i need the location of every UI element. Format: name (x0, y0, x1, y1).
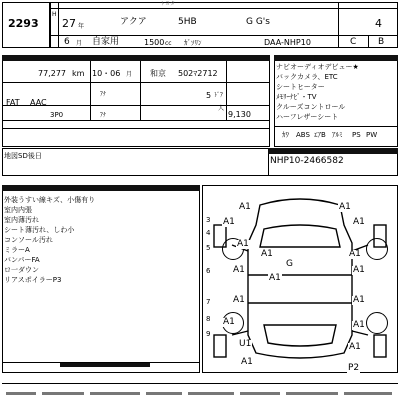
equipment-3: ｴｱB (314, 131, 326, 139)
body-type: 5HB (178, 17, 197, 27)
equipment-4: ｱﾙﾐ (332, 131, 343, 139)
note-5: コンソール汚れ (4, 236, 53, 244)
auction-score: 4 (375, 17, 382, 30)
color-code: 3P0 (50, 111, 64, 119)
damage-mirror: A1 (261, 249, 273, 259)
specs-header-bar (2, 55, 270, 61)
tick-4: 4 (206, 229, 211, 237)
note-6: ミラーA (4, 246, 30, 254)
sales-point-5: クルーズコントロール (276, 103, 346, 111)
damage-lower-right: A1 (353, 320, 365, 330)
note-8: ロ一ダウン (4, 266, 39, 274)
tick-3: 3 (206, 216, 211, 224)
tick-8: 8 (206, 315, 211, 323)
grade: G G's (246, 17, 270, 27)
remarks: 地図SD後日 (4, 152, 42, 160)
equipment-2: ABS (296, 131, 310, 139)
wheel-rear-right (366, 312, 388, 334)
footer-legend (2, 385, 398, 397)
model-code: DAA-NHP10 (264, 38, 311, 47)
model-name: アクア (120, 17, 147, 27)
sales-header-bar (274, 55, 398, 61)
tick-7: 7 (206, 298, 211, 306)
notes-header-bar (2, 185, 200, 191)
lot-number: 2293 (8, 17, 39, 30)
damage-side-right-2: A1 (353, 295, 365, 305)
damage-side-left-1: A1 (237, 239, 249, 249)
note-9: リアスポイラーP3 (4, 276, 62, 284)
mileage-unit: km (72, 69, 85, 78)
year: 27 (62, 17, 76, 30)
sales-point-2: バックカメラ、ETC (276, 73, 338, 81)
note-4: シート薄汚れ、しわ小 (4, 226, 75, 234)
month: 6 (64, 37, 70, 47)
aircon: AAC (30, 98, 47, 107)
displacement-unit: cc (165, 40, 172, 47)
equipment-5: PS (352, 131, 361, 139)
color-seats: ｱﾅ (100, 112, 107, 119)
plate-number: 502ﾏ2712 (178, 69, 218, 78)
chassis-number: NHP10-2466582 (270, 156, 344, 166)
wheel-front-right (366, 238, 388, 260)
import-type: 和京 (150, 69, 166, 78)
month-suffix: 月 (76, 40, 83, 47)
tick-6: 6 (206, 267, 211, 275)
capacity-suffix: 人 (218, 105, 225, 112)
car-outline (202, 185, 398, 373)
note-2: 室内内張 (4, 206, 32, 214)
era-mark: H (52, 11, 57, 18)
equipment-6: PW (366, 131, 378, 139)
inspection-suffix: 月 (126, 71, 133, 78)
exterior-grade: B (378, 37, 385, 47)
maker-label: トヨタ (160, 1, 176, 7)
damage-rear-bumper-right: P2 (348, 363, 360, 373)
mileage: 77,277 (38, 69, 66, 78)
damage-front-right: A1 (339, 202, 351, 212)
door-count: 5 (206, 91, 212, 100)
notes-footer-bar (60, 363, 150, 367)
tick-5: 5 (206, 244, 211, 252)
damage-rear-bumper-mid: A1 (241, 357, 253, 367)
note-3: 室内薄汚れ (4, 216, 39, 224)
note-7: バンパーFA (4, 256, 40, 264)
inspection-date: 10・06 (92, 69, 121, 78)
note-1: 外装うすい線キズ、小傷有り (4, 196, 96, 204)
damage-side-right-1: A1 (349, 249, 361, 259)
damage-roof: A1 (269, 273, 281, 283)
year-suffix: 年 (78, 23, 85, 30)
damage-lower-left: A1 (233, 295, 245, 305)
damage-rear-bumper-left: U1 (239, 339, 252, 349)
fuel-type: ｶﾞｿﾘﾝ (184, 39, 202, 47)
damage-rear-left: A1 (223, 317, 235, 327)
transmission: FAT (6, 98, 20, 107)
damage-front-bumper: A1 (239, 202, 251, 212)
damage-rear-right: A1 (349, 342, 361, 352)
equipment-1: ｶﾜ (282, 131, 289, 139)
sales-point-3: シートヒーター (276, 83, 325, 91)
chassis-header-bar (268, 148, 398, 154)
usage: 自家用 (92, 37, 120, 47)
displacement: 1500 (144, 38, 165, 47)
sales-point-1: ナビオーディオデビュー★ (276, 63, 359, 71)
tick-9: 9 (206, 330, 211, 338)
door-suffix: ﾄﾞｱ (214, 92, 224, 99)
damage-side-left-2: A1 (233, 265, 245, 275)
interior-grade: C (350, 37, 357, 47)
damage-upper-right: A1 (353, 217, 365, 227)
sales-point-6: ハーフレザーシート (276, 113, 339, 121)
damage-upper-left: A1 (223, 217, 235, 227)
damage-mid-right: A1 (353, 265, 365, 275)
recycle-fee: 9,130 (228, 110, 251, 119)
damage-hood: G (286, 259, 293, 269)
seats-unit: ｱﾅ (100, 91, 107, 98)
sales-point-4: ﾒﾓﾘｰﾅﾋﾞ・TV (276, 93, 317, 101)
